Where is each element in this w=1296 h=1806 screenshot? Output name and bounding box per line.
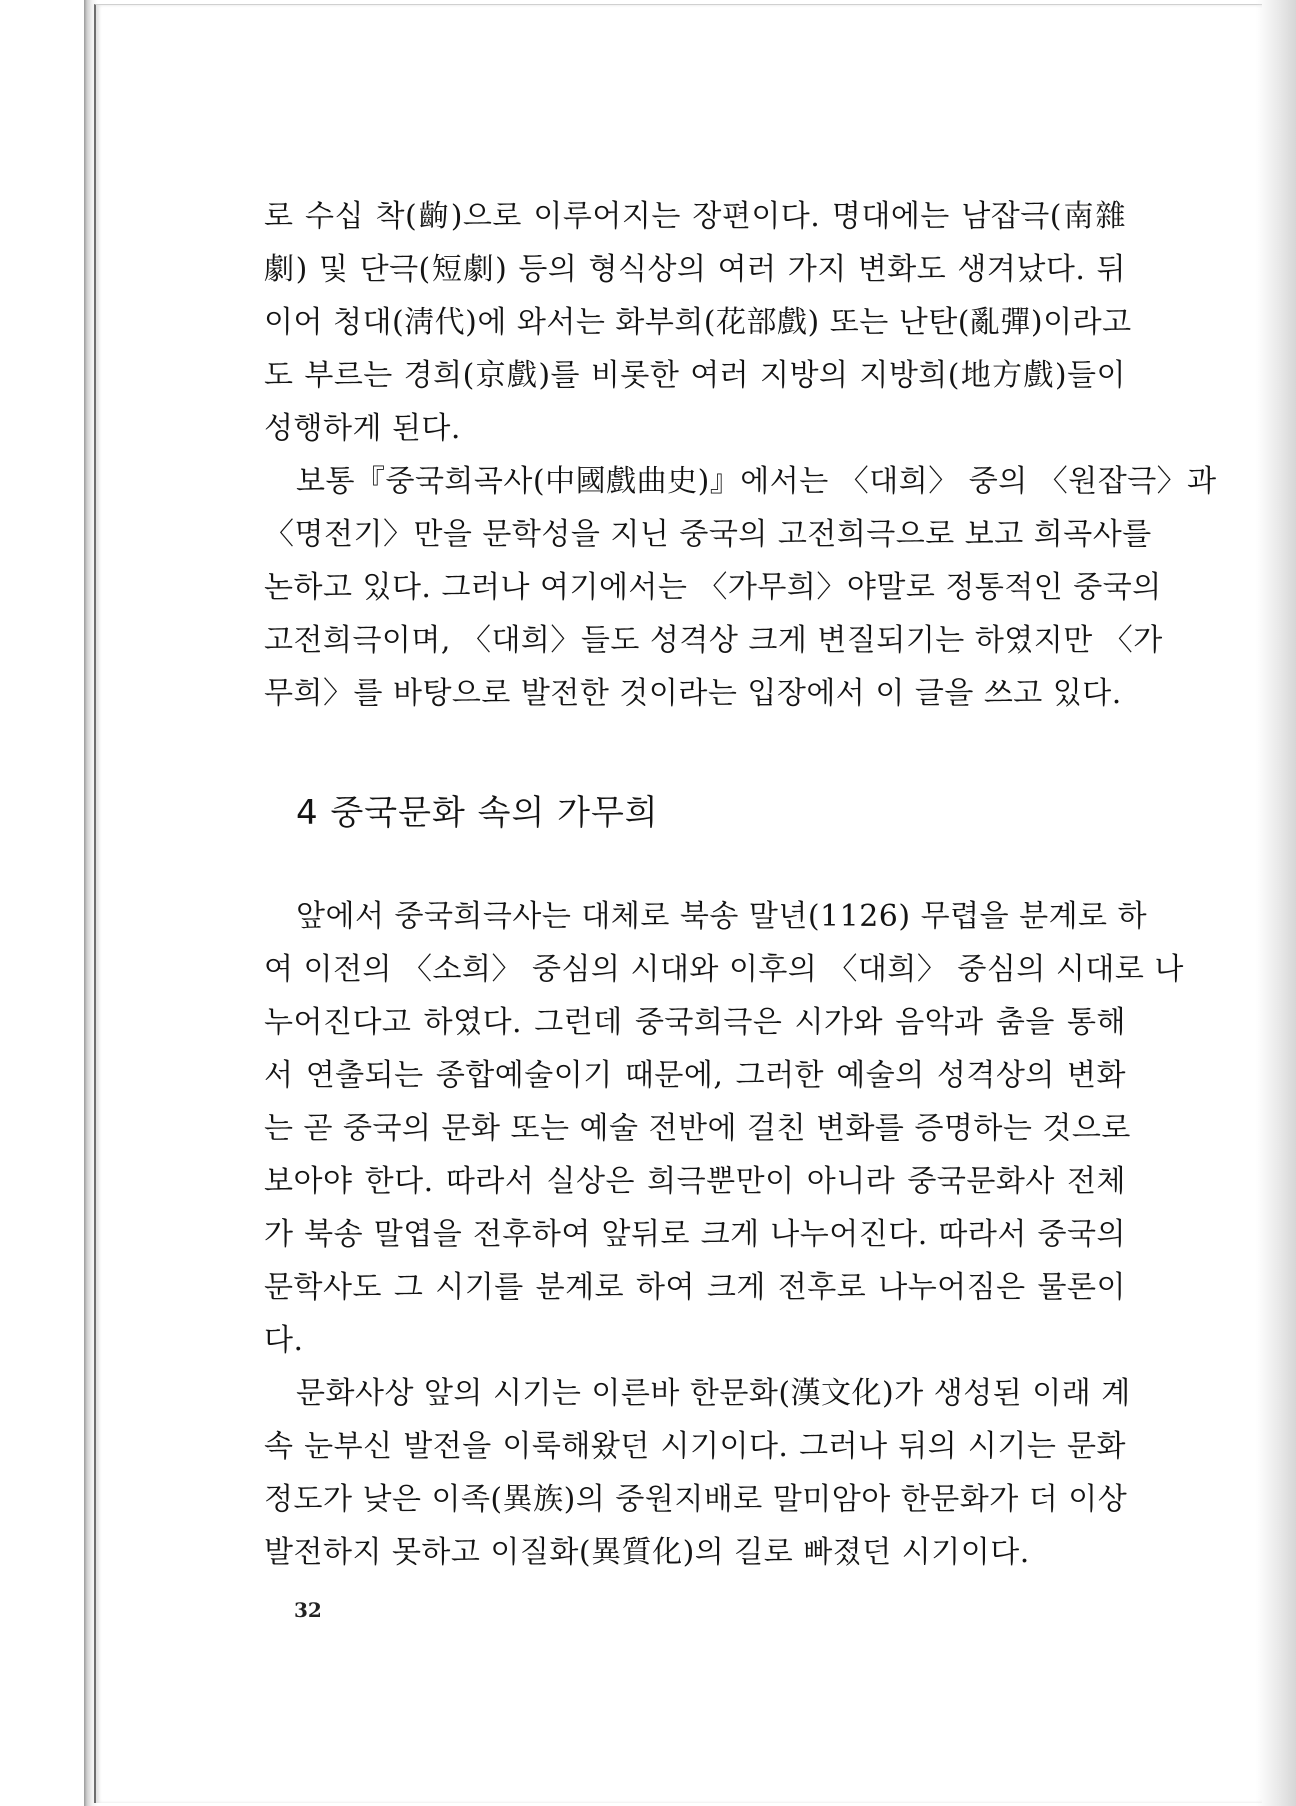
text-line: 보통『중국희곡사(中國戲曲史)』에서는 〈대희〉 중의 〈원잡극〉과 xyxy=(296,464,1217,499)
text-line: 문학사도 그 시기를 분계로 하여 크게 전후로 나누어짐은 물론이 xyxy=(264,1270,1126,1305)
text-line: 는 곧 중국의 문화 또는 예술 전반에 걸친 변화를 증명하는 것으로 xyxy=(264,1111,1131,1146)
text-line: 논하고 있다. 그러나 여기에서는 〈가무희〉야말로 정통적인 중국의 xyxy=(264,570,1162,605)
text-line: 성행하게 된다. xyxy=(264,411,461,446)
text-line: 정도가 낮은 이족(異族)의 중원지배로 말미암아 한문화가 더 이상 xyxy=(264,1482,1128,1517)
page-curl-shadow xyxy=(1256,0,1296,1806)
text-line: 보아야 한다. 따라서 실상은 희극뿐만이 아니라 중국문화사 전체 xyxy=(264,1164,1126,1199)
text-line: 문화사상 앞의 시기는 이른바 한문화(漢文化)가 생성된 이래 계 xyxy=(296,1376,1131,1411)
text-line: 도 부르는 경희(京戲)를 비롯한 여러 지방의 지방희(地方戲)들이 xyxy=(264,358,1126,393)
text-line: 〈명전기〉만을 문학성을 지닌 중국의 고전희극으로 보고 희곡사를 xyxy=(264,517,1152,552)
text-block-bottom xyxy=(264,890,1184,1579)
text-line: 앞에서 중국희극사는 대체로 북송 말년(1126) 무렵을 분계로 하 xyxy=(296,899,1148,934)
text-line: 누어진다고 하였다. 그런데 중국희극은 시가와 음악과 춤을 통해 xyxy=(264,1005,1126,1040)
text-line: 로 수십 착(齣)으로 이루어지는 장편이다. 명대에는 남잡극(南雜 xyxy=(264,199,1126,234)
text-line: 이어 청대(淸代)에 와서는 화부희(花部戲) 또는 난탄(亂彈)이라고 xyxy=(264,305,1132,340)
text-line: 발전하지 못하고 이질화(異質化)의 길로 빠졌던 시기이다. xyxy=(264,1535,1030,1570)
text-line: 劇) 및 단극(短劇) 등의 형식상의 여러 가지 변화도 생겨났다. 뒤 xyxy=(264,252,1126,287)
text-line: 서 연출되는 종합예술이기 때문에, 그러한 예술의 성격상의 변화 xyxy=(264,1058,1126,1093)
text-line: 여 이전의 〈소희〉 중심의 시대와 이후의 〈대희〉 중심의 시대로 나 xyxy=(264,952,1184,987)
text-line: 무희〉를 바탕으로 발전한 것이라는 입장에서 이 글을 쓰고 있다. xyxy=(264,676,1122,711)
section-heading: 4 중국문화 속의 가무희 xyxy=(296,793,659,833)
page-number: 32 xyxy=(294,1598,322,1622)
text-line: 다. xyxy=(264,1323,304,1358)
text-line: 고전희극이며, 〈대희〉들도 성격상 크게 변질되기는 하였지만 〈가 xyxy=(264,623,1163,658)
text-line: 가 북송 말엽을 전후하여 앞뒤로 크게 나누어진다. 따라서 중국의 xyxy=(264,1217,1126,1252)
text-line: 속 눈부신 발전을 이룩해왔던 시기이다. 그러나 뒤의 시기는 문화 xyxy=(264,1429,1126,1464)
text-block-top xyxy=(264,190,1217,720)
